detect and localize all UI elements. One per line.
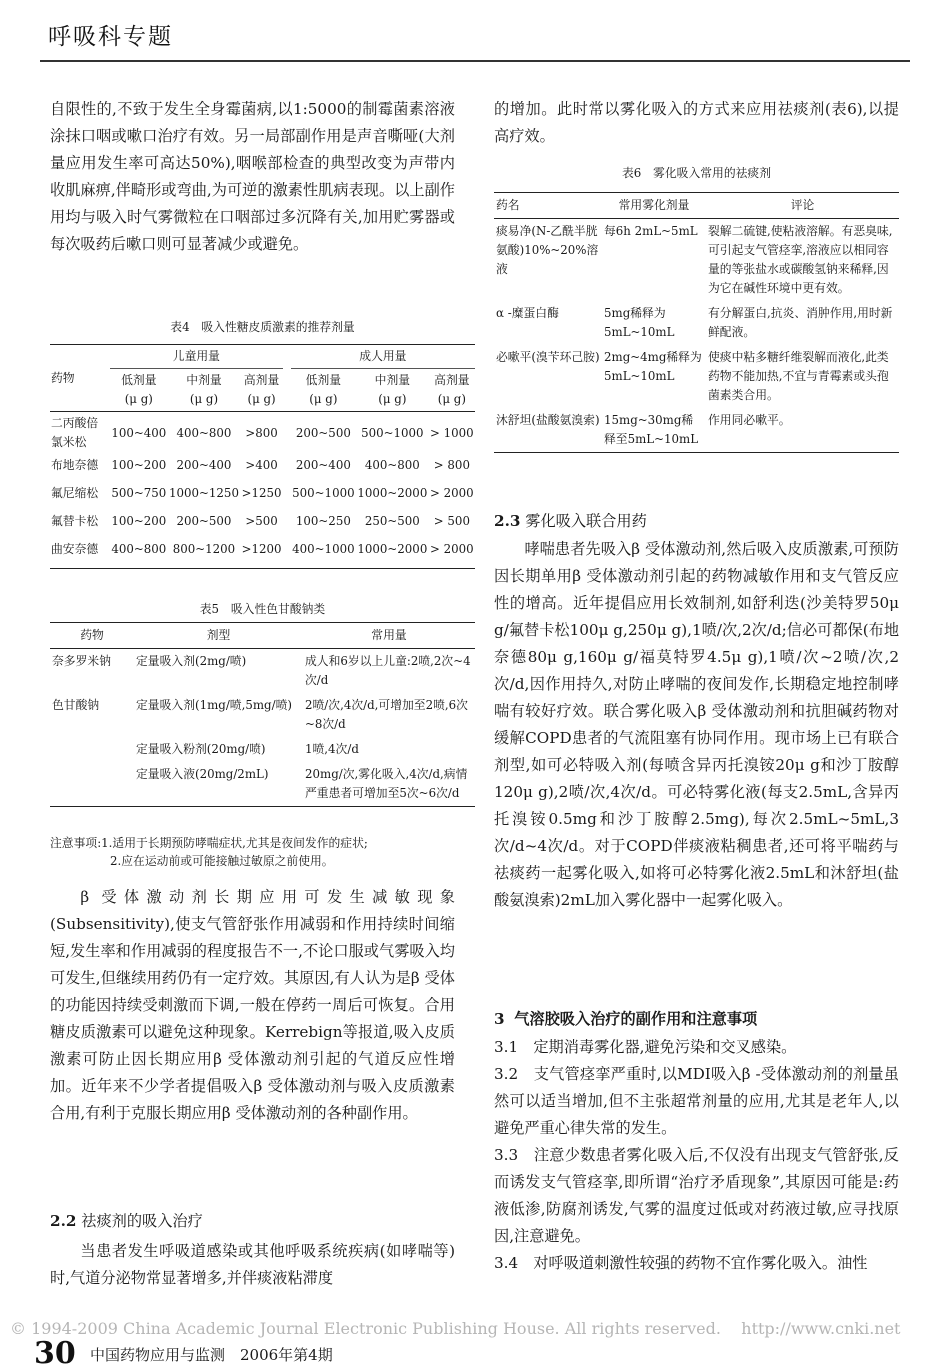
- t4-child-header: 儿童用量: [110, 345, 283, 369]
- table5-caption: 表5 吸入性色甘酸钠类: [199, 602, 326, 616]
- left-paragraph-2: β 受体激动剂长期应用可发生减敏现象(Subsensitivity),使支气管舒张作用减弱和作用持续时间缩短,发生率和作用减弱的程度报告不一,不论口服或气雾吸入均可发生,但继续用药仍有一定疗效。其原因,有人认为是β 受体的功能因持续受刺激而下调,一般在停药一周后可恢复。合用糖皮质激素可以避免这种现象。Kerrebign等报道,吸入皮质激素可防止因长期应用β 受体激动剂引起的气道反应性增加。近年来不少学者提倡吸入β 受体激动剂与吸入皮质激素合用,有利于克服长期应用β 受体激动剂的各种副作用。: [50, 888, 455, 1122]
- table-row: 曲安奈德 400~800 800~1200 >1200 400~1000 1000~2000 > 2000: [50, 538, 475, 568]
- table-row: 布地奈德 100~200 200~400 >400 200~400 400~800 > 800: [51, 458, 470, 472]
- table-row: 色甘酸钠 定量吸入剂(1mg/喷,5mg/喷) 2喷/次,4次/d,可增加至2喷,6次~8次/d: [52, 698, 468, 731]
- page-number: 30: [34, 1336, 76, 1371]
- table-row: 氟替卡松 100~200 200~500 >500 100~250 250~500 > 500: [51, 514, 470, 528]
- t4-sub-header: 高剂量 (μ g): [243, 373, 280, 406]
- section-3-2: 3.2 支气管痉挛严重时,以MDI吸入β -受体激动剂的剂量虽然可以适当增加,但不主张超常剂量的应用,尤其是老年人,以避免严重心律失常的发生。: [494, 1065, 899, 1137]
- t4-sub-header: 中剂量 (μ g): [186, 373, 222, 406]
- table-row: 沐舒坦(盐酸氨溴索) 15mg~30mg稀释至5mL~10mL 作用同必嗽平。: [494, 408, 899, 453]
- left-paragraph-1: 自限性的,不致于发生全身霉菌病,以1:5000的制霉菌素溶液涂抹口咽或嗽口治疗有效。另一局部副作用是声音嘶哑(大剂量应用发生率可高达50%),咽喉部检查的典型改变为声带内收肌麻痹,伴畸形或弯曲,为可逆的激素性肌病表现。以上副作用均与吸入时气雾微粒在口咽部过多沉降有关,加用贮雾器或每次吸药后嗽口则可显著减少或避免。: [50, 100, 455, 253]
- table-row: 定量吸入液(20mg/2mL) 20mg/次,雾化吸入,4次/d,病情严重患者可增加至5次~6次/d: [50, 762, 475, 807]
- table5-notes: 注意事项:1.适用于长期预防哮喘症状,尤其是夜间发作的症状; 2.应在运动前或可能接触过敏原之前使用。: [50, 836, 368, 868]
- t4-sub-header: 高剂量 (μ g): [434, 373, 470, 406]
- table5: 药物 剂型 常用量 奈多罗米钠 定量吸入剂(2mg/喷) 成人和6岁以上儿童:2喷,2次~4次/d 色甘酸钠 定量吸入剂(1mg/喷,5mg/喷) 2喷/次,4次/d,可增加至2喷,6次~8次/d 定量吸入粉剂(20mg/喷) 1喷,4次/d 定量吸入液(20mg/2mL) 20mg/次,雾化吸入,4次/d,病情严重患者可增加至5次~6次/d: [50, 622, 475, 807]
- section-3-3: 3.3 注意少数患者雾化吸入后,不仅没有出现支气管舒张,反而诱发支气管痉挛,即所谓“治疗矛盾现象”,其原因可能是:药液低渗,防腐剂诱发,气雾的温度过低或对药液过敏,应寻找原因,注意避免。: [494, 1146, 899, 1245]
- heading-3: 3 气溶胶吸入治疗的副作用和注意事项: [494, 1010, 758, 1028]
- table-row: 痰易净(N-乙酰半胱氨酸)10%~20%溶液 每6h 2mL~5mL 裂解二硫键,使粘液溶解。有恶臭味,可引起支气管痉挛,溶液应以相同容量的等张盐水或碳酸氢钠来稀释,因为它在碱性环境中更有效。: [496, 224, 893, 295]
- table4-caption: 表4 吸入性糖皮质激素的推荐剂量: [170, 320, 355, 334]
- t4-sub-header: 低剂量 (μ g): [121, 373, 157, 406]
- table-row: 二丙酸倍氯米松 100~400 400~800 >800 200~500 500~1000 > 1000: [51, 416, 474, 449]
- heading-2-2: 2.2 祛痰剂的吸入治疗: [50, 1212, 203, 1230]
- header-rule: [40, 60, 910, 62]
- table-row: α -糜蛋白酶 5mg稀释为5mL~10mL 有分解蛋白,抗炎、消肿作用,用时新鲜配液。: [496, 306, 893, 339]
- table6-caption: 表6 雾化吸入常用的祛痰剂: [621, 166, 772, 180]
- table-row: 定量吸入粉剂(20mg/喷) 1喷,4次/d: [136, 742, 359, 756]
- t4-sub-header: 中剂量 (μ g): [374, 373, 411, 406]
- table4: [50, 344, 475, 569]
- right-sections: [494, 1034, 899, 1277]
- section-3-1: 3.1 定期消毒雾化器,避免污染和交叉感染。: [494, 1038, 797, 1056]
- heading-2-3: 2.3 雾化吸入联合用药: [494, 512, 647, 530]
- table-row: 奈多罗米钠 定量吸入剂(2mg/喷) 成人和6岁以上儿童:2喷,2次~4次/d: [52, 654, 471, 687]
- left-paragraph-3: 当患者发生呼吸道感染或其他呼吸系统疾病(如哮喘等)时,气道分泌物常显著增多,并伴痰液粘滞度: [50, 1242, 455, 1287]
- right-paragraph-2: 哮喘患者先吸入β 受体激动剂,然后吸入皮质激素,可预防因长期单用β 受体激动剂引起的药物减敏作用和支气管反应性的增高。近年提倡应用长效制剂,如舒利迭(沙美特罗50μ g/氟替卡松100μ g,250μ g),1喷/次,2次/d;信必可都保(布地奈德80μ g,160μ g/福莫特罗4.5μ g),1喷/次~2喷/次,2次/d,因作用持久,对防止哮喘的夜间发作,长期稳定地控制哮喘有较好疗效。联合雾化吸入β 受体激动剂和抗胆碱药物对缓解COPD患者的气流阻塞有协同作用。现市场上已有联合剂型,如可必特吸入剂(每喷含异丙托溴铵20μ g和沙丁胺醇120μ g),2喷/次,4次/d。可必特雾化液(每支2.5mL,含异丙托溴铵0.5mg和沙丁胺醇2.5mg),每次2.5mL~5mL,3次/d~4次/d。对于COPD伴痰液粘稠患者,还可将平喘药与祛痰药一起雾化吸入,如将可必特雾化液2.5mL和沐舒坦(盐酸氨溴索)2mL加入雾化器中一起雾化吸入。: [494, 540, 900, 909]
- section-header: 呼吸科专题: [48, 24, 173, 50]
- table-row: 必嗽平(溴苄环己胺) 2mg~4mg稀释为5mL~10mL 使痰中粘多糖纤维裂解而液化,此类药物不能加热,不宜与青霉素或头孢菌素类合用。: [496, 350, 889, 402]
- section-3-4: 3.4 对呼吸道刺激性较强的药物不宜作雾化吸入。油性: [494, 1254, 868, 1272]
- t4-adult-header: 成人用量: [291, 345, 475, 369]
- right-paragraph-1: 的增加。此时常以雾化吸入的方式来应用祛痰剂(表6),以提高疗效。: [494, 100, 899, 145]
- table6: 药名 常用雾化剂量 评论 痰易净(N-乙酰半胱氨酸)10%~20%溶液 每6h 2mL~5mL 裂解二硫键,使粘液溶解。有恶臭味,可引起支气管痉挛,溶液应以相同容量的等张盐水或碳酸氢钠来稀释,因为它在碱性环境中更有效。 α -糜蛋白酶 5mg稀释为5mL~10mL 有分解蛋白,抗炎、消肿作用,用时新鲜配液。 必嗽平(溴苄环己胺) 2mg~4mg稀释为5mL~10mL 使痰中粘多糖纤维裂解而液化,此类药物不能加热,不宜与青霉素或头孢菌素类合用。 沐舒坦(盐酸氨溴索) 15mg~30mg稀释至5mL~10mL 作用同必嗽平。: [494, 192, 899, 453]
- journal-info: 中国药物应用与监测 2006年第4期: [90, 1346, 333, 1364]
- t4-sub-header: 低剂量 (μ g): [305, 373, 342, 406]
- t4-drug-header: 药物: [51, 370, 75, 385]
- copyright-notice: © 1994-2009 China Academic Journal Electronic Publishing House. All rights reserved. http://www.cnki.net: [10, 1319, 901, 1338]
- table-row: 氟尼缩松 500~750 1000~1250 >1250 500~1000 1000~2000 > 2000: [51, 486, 474, 500]
